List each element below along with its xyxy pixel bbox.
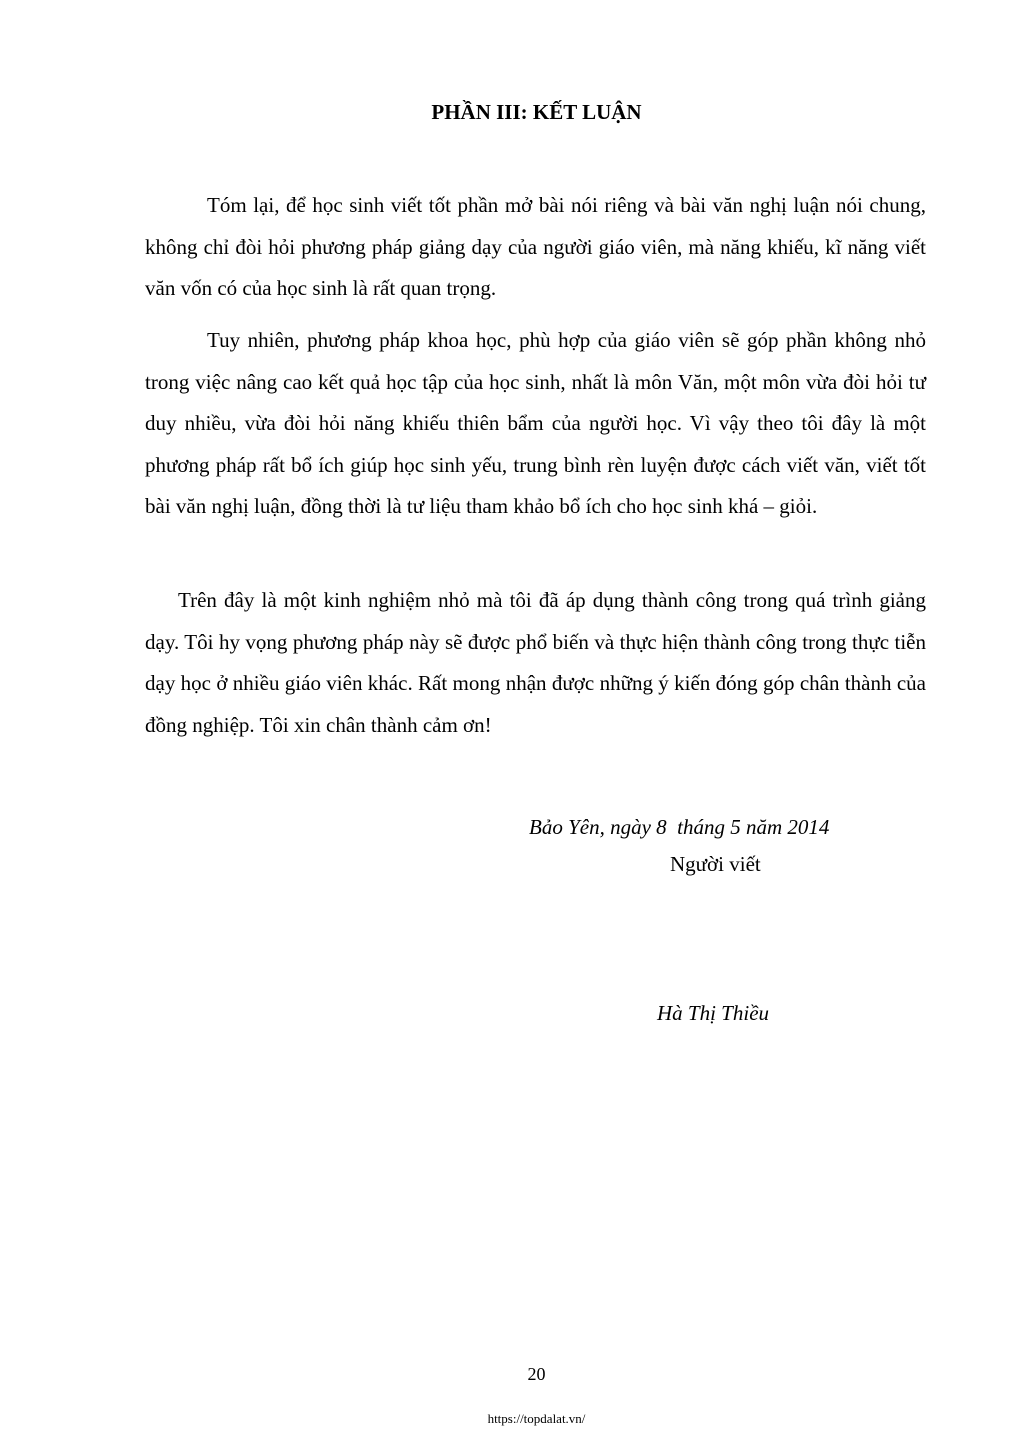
paragraph-2: Tuy nhiên, phương pháp khoa học, phù hợp của giáo viên sẽ góp phần không nhỏ trong việc nâng cao kết quả học tập của học sinh, nhất là môn Văn, một môn vừa đòi hỏi tư duy nhiều, vừa đòi hỏi năng khiếu thiên bẩm của người học. Vì vậy theo tôi đây là một phương pháp rất bổ ích giúp học sinh yếu, trung bình rèn luyện được cách viết văn, viết tốt bài văn nghị luận, đồng thời là tư liệu tham khảo bổ ích cho học sinh khá – giỏi. [145, 328, 926, 518]
signature-role: Người viết [670, 852, 761, 876]
footer-url: https://topdalat.vn/ [487, 1411, 586, 1426]
signature-place-date: Bảo Yên, ngày 8 tháng 5 năm 2014 [529, 815, 830, 839]
page-title: PHẦN III: KẾT LUẬN [431, 100, 642, 124]
signature-name: Hà Thị Thiều [657, 1001, 770, 1025]
paragraph-3: Trên đây là một kinh nghiệm nhỏ mà tôi đã áp dụng thành công trong quá trình giảng dạy. Tôi hy vọng phương pháp này sẽ được phổ biến và thực hiện thành công trong thực tiễn dạy học ở nhiều giáo viên khác. Rất mong nhận được những ý kiến đóng góp chân thành của đồng nghiệp. Tôi xin chân thành cảm ơn! [145, 588, 926, 737]
page-number: 20 [527, 1364, 546, 1384]
paragraph-1: Tóm lại, để học sinh viết tốt phần mở bài nói riêng và bài văn nghị luận nói chung, không chỉ đòi hỏi phương pháp giảng dạy của người giáo viên, mà năng khiếu, kĩ năng viết văn vốn có của học sinh là rất quan trọng. [145, 193, 926, 300]
